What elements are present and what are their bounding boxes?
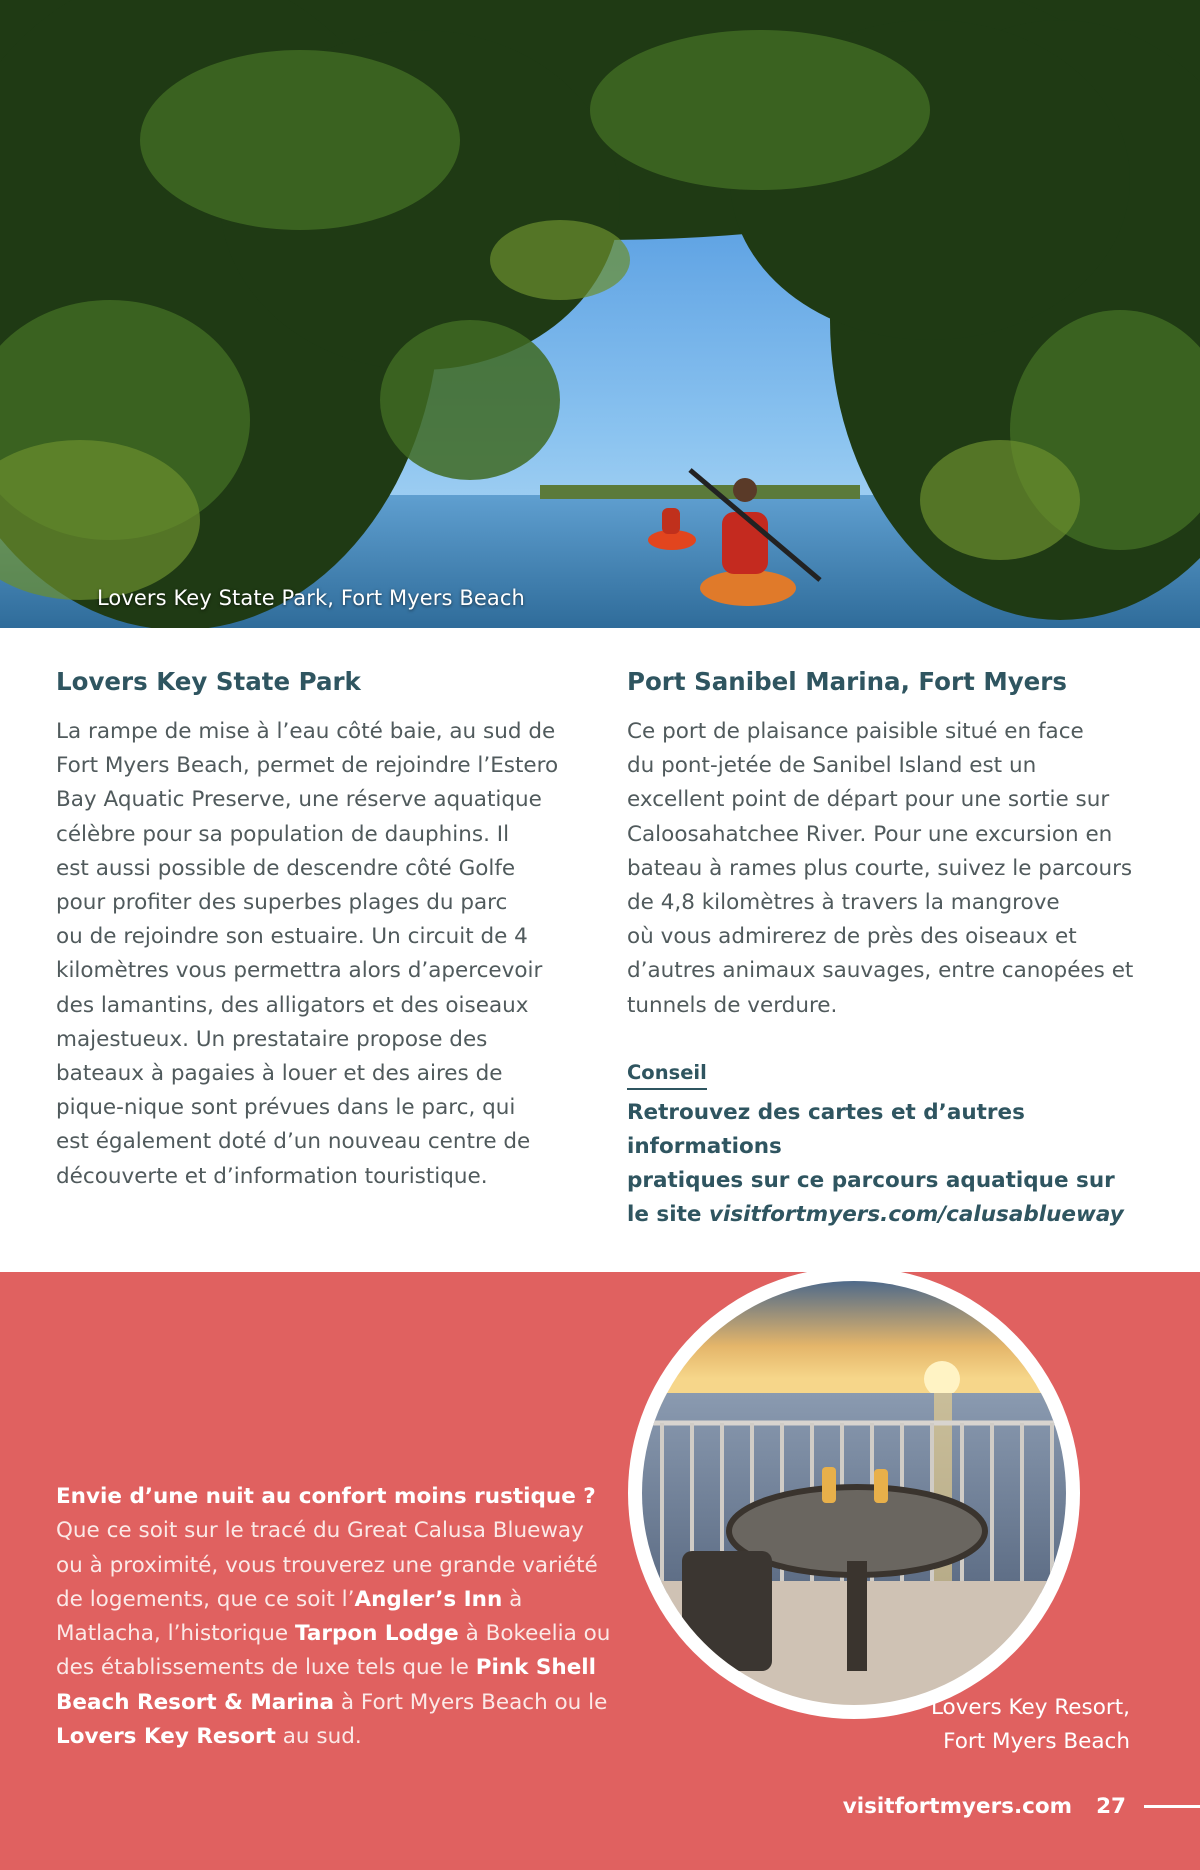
page-footer [800, 1786, 1200, 1826]
mangrove-kayak-illustration [0, 0, 1200, 628]
resort-caption [840, 1691, 1130, 1759]
port-sanibel-body: Ce port de plaisance paisible situé en face du pont-jetée de Sanibel Island est un excellent point de départ pour une sortie sur Caloosahatchee River. Pour une excursion en bateau à rames plus courte, suivez le parcours de 4,8 kilomètres à travers la mangrove où vous admirerez de près des oiseaux et d’autres animaux sauvages, entre canopées et tunnels de verdure. [627, 719, 1134, 1018]
lovers-key-resort-name: Lovers Key Resort [56, 1724, 276, 1750]
lovers-key-section [56, 663, 566, 1194]
lodging-text-part4: à Fort Myers Beach ou le [334, 1689, 608, 1715]
lodging-lead: Envie d’une nuit au confort moins rustique ? [56, 1484, 596, 1509]
pink-shell-name: Pink Shell Beach Resort & Marina [56, 1655, 597, 1715]
port-sanibel-section [627, 663, 1137, 1233]
hero-caption: Lovers Key State Park, Fort Myers Beach [97, 586, 525, 610]
tip-label: Conseil [627, 1059, 707, 1090]
tip-text-content: Retrouvez des cartes et d’autres informations pratiques sur ce parcours aquatique sur le site [627, 1099, 1115, 1228]
lodging-text-part2: à Matlacha, l’historique [56, 1586, 523, 1647]
page-number: 27 [1096, 1793, 1126, 1819]
resort-caption-line2: Fort Myers Beach [943, 1729, 1130, 1754]
calusa-blueway-link[interactable]: visitfortmyers.com/calusablueway [708, 1202, 1124, 1228]
lovers-key-body: La rampe de mise à l’eau côté baie, au sud de Fort Myers Beach, permet de rejoindre l’Estero Bay Aquatic Preserve, une réserve aquatique célèbre pour sa population de dauphins. Il est aussi possible de descendre côté Golfe pour profiter des superbes plages du parc ou de rejoindre son estuaire. Un circuit de 4 kilomètres vous permettra alors d’apercevoir des lamantins, des alligators et des oiseaux majestueux. Un prestataire propose des bateaux à pagaies à louer et des aires de pique-nique sont prévues dans le parc, qui est également doté d’un nouveau centre de découverte et d’information touristique. [56, 719, 559, 1189]
lodging-text-part3: à Bokeelia ou des établissements de luxe tels que le [56, 1621, 611, 1681]
lodging-text-part5: au sud. [275, 1724, 362, 1750]
port-sanibel-title: Port Sanibel Marina, Fort Myers [627, 667, 1067, 696]
resort-photo-frame [628, 1267, 1080, 1719]
anglers-inn-name: Angler’s Inn [354, 1586, 503, 1612]
footer-rule [1144, 1805, 1200, 1808]
hero-photo [0, 0, 1200, 628]
footer-site-link[interactable]: visitfortmyers.com [842, 1793, 1073, 1819]
lovers-key-title: Lovers Key State Park [56, 667, 361, 696]
tarpon-lodge-name: Tarpon Lodge [294, 1621, 459, 1647]
lodging-text-part1: Que ce soit sur le tracé du Great Calusa Blueway ou à proximité, vous trouverez une grande variété de logements, que ce soit l’ [56, 1518, 598, 1612]
resort-caption-line1: Lovers Key Resort, [930, 1695, 1130, 1720]
sunset-balcony-illustration [642, 1281, 1066, 1705]
tip-text [627, 1096, 1137, 1233]
lodging-text [56, 1480, 616, 1754]
